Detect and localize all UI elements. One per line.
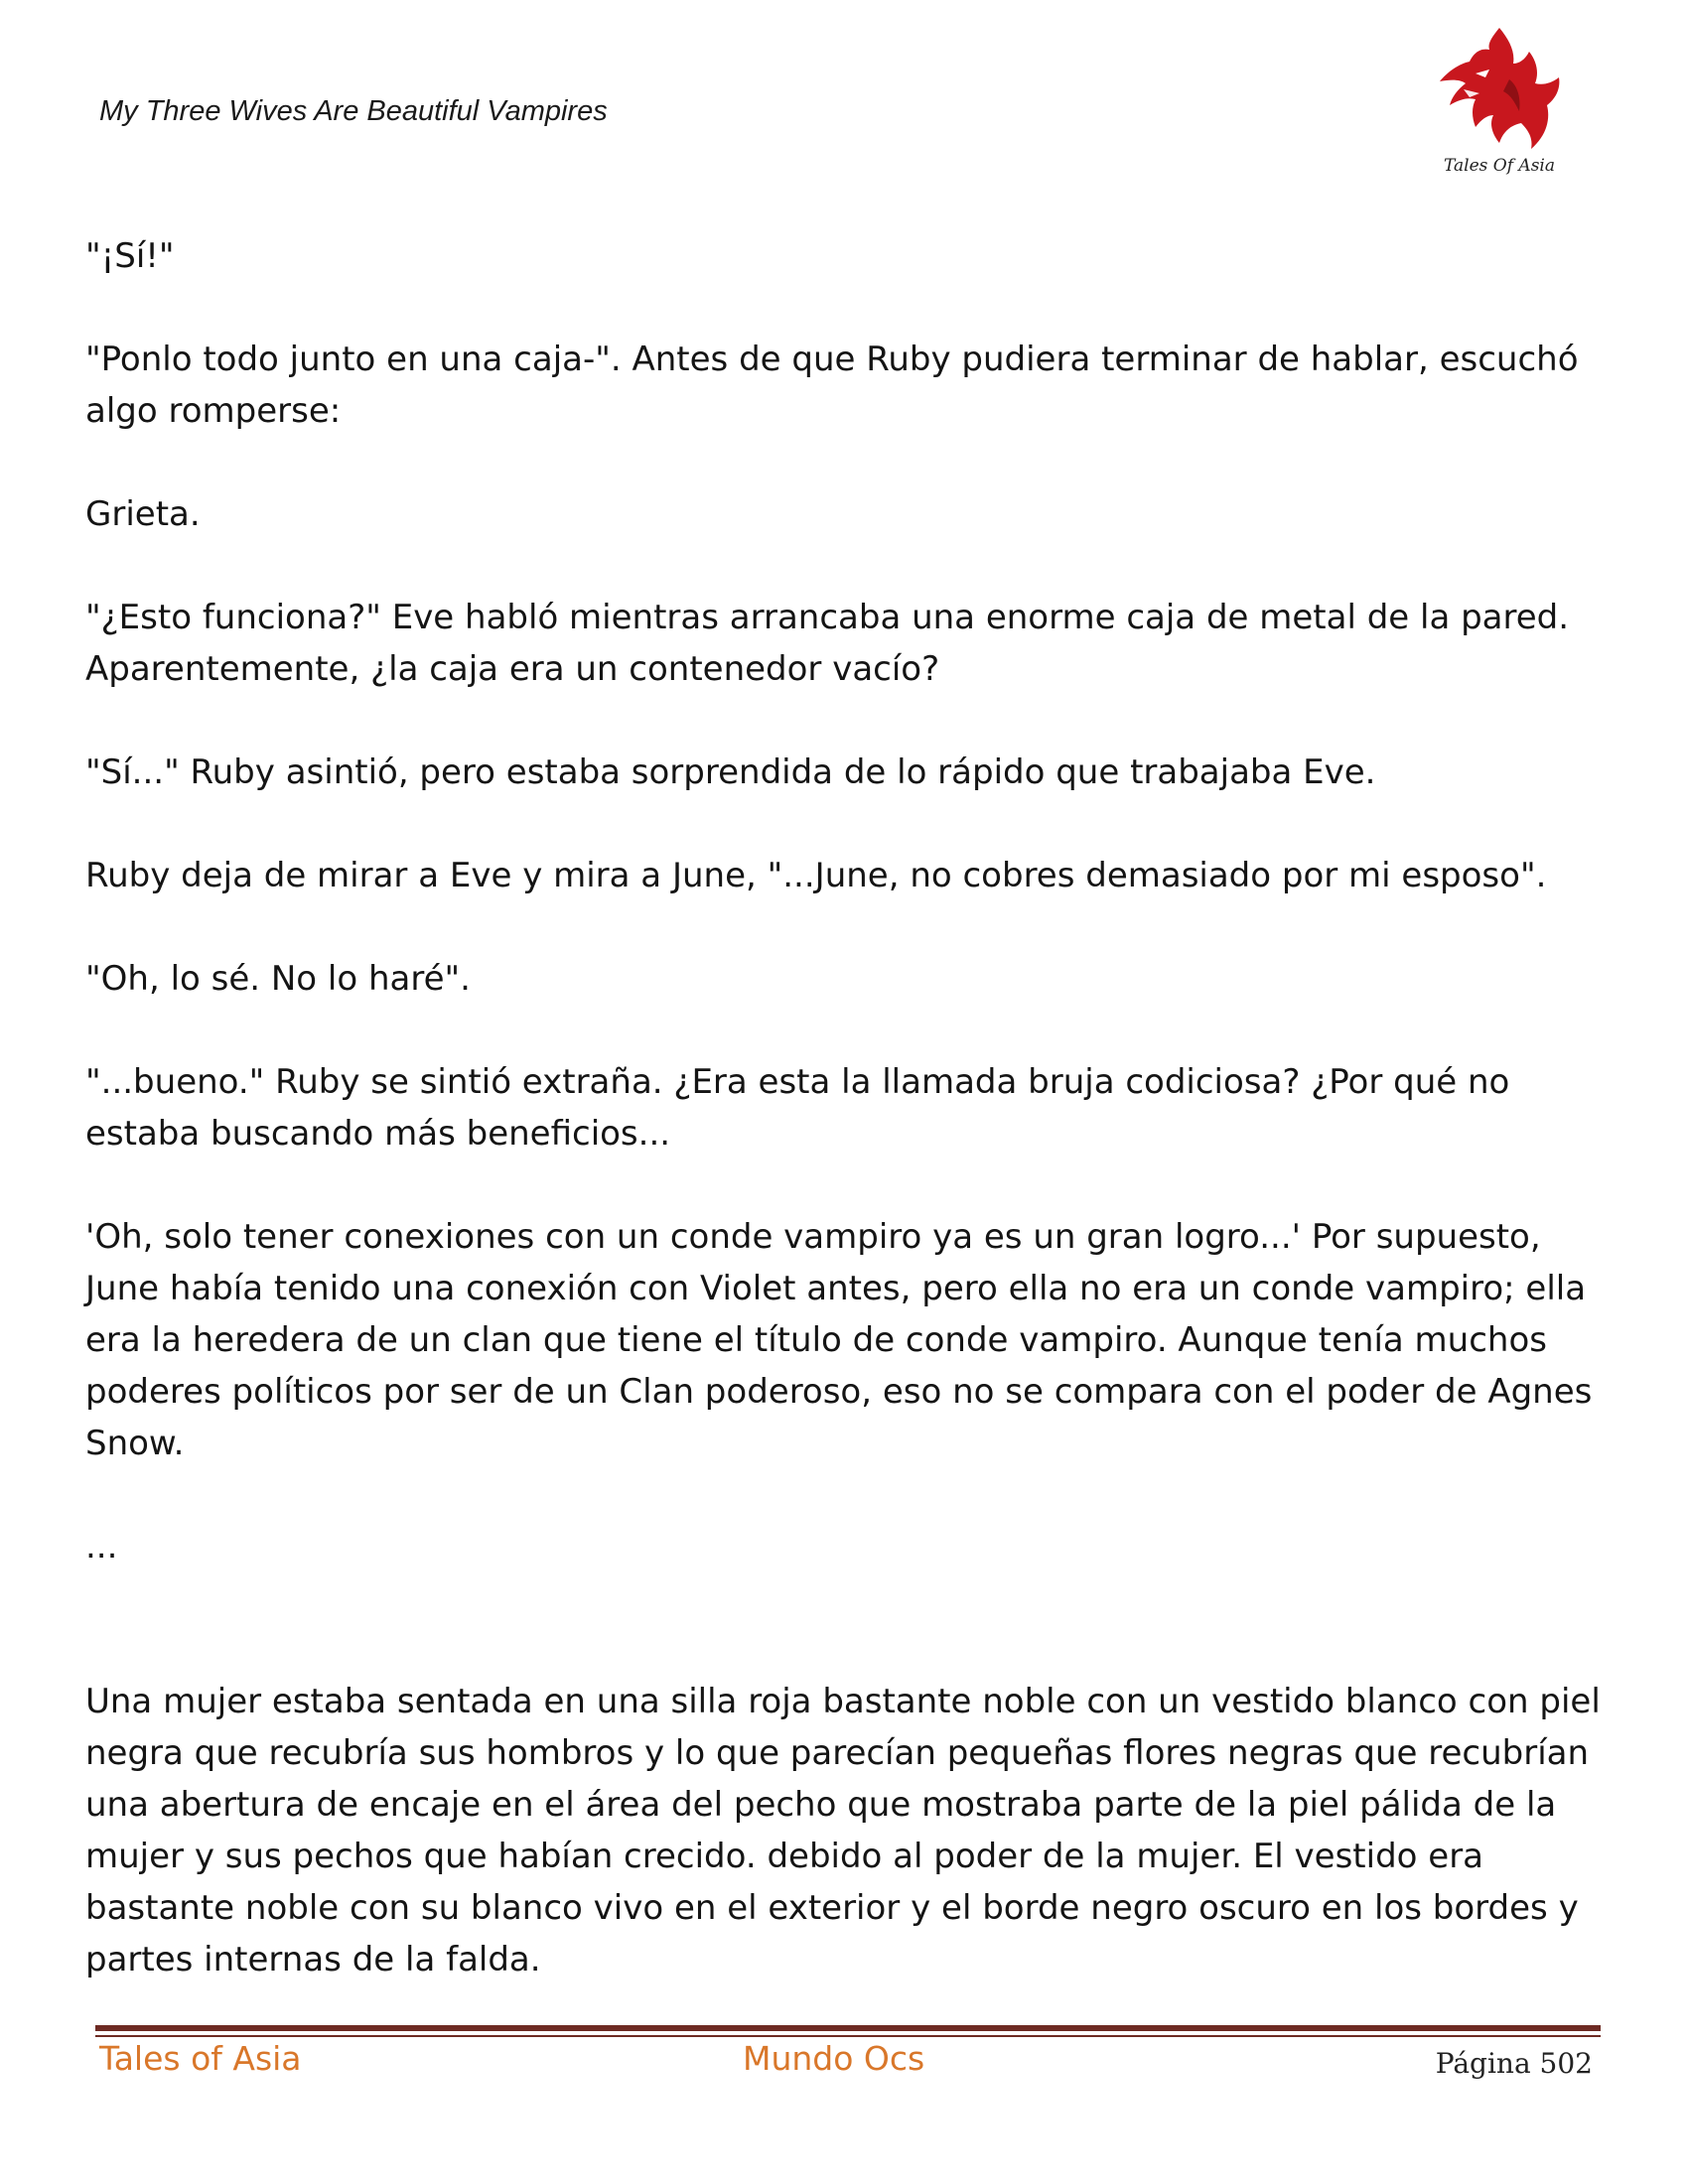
paragraph: "Sí..." Ruby asintió, pero estaba sorprendida de lo rápido que trabajaba Eve. (85, 752, 1376, 792)
paragraph: "...bueno." Ruby se sintió extraña. ¿Era esta la llamada bruja codiciosa? ¿Por qué no estaba buscando más beneficios... (85, 1062, 1510, 1154)
footer-divider (95, 2025, 1601, 2031)
paragraph: "¡Sí!" (85, 236, 175, 276)
logo-text: Tales Of Asia (1444, 156, 1555, 176)
document-body (85, 230, 1615, 2037)
page-number: Página 502 (1435, 2047, 1593, 2080)
paragraph: Grieta. (85, 494, 201, 534)
paragraph: Ruby deja de mirar a Eve y mira a June, "...June, no cobres demasiado por mi esposo". (85, 856, 1547, 895)
document-header-title: My Three Wives Are Beautiful Vampires (99, 95, 608, 127)
dragon-logo-icon (1430, 20, 1569, 184)
paragraph: "Ponlo todo junto en una caja-". Antes de que Ruby pudiera terminar de hablar, escuchó algo romperse: (85, 340, 1579, 431)
footer-publisher: Tales of Asia (99, 2039, 302, 2078)
footer-section: Mundo Ocs (743, 2039, 925, 2078)
paragraph: "¿Esto funciona?" Eve habló mientras arrancaba una enorme caja de metal de la pared. Aparentemente, ¿la caja era un contenedor vacío? (85, 598, 1570, 689)
paragraph: 'Oh, solo tener conexiones con un conde vampiro ya es un gran logro...' Por supuesto, June había tenido una conexión con Violet antes, pero ella no era un conde vampiro; ella era la heredera de un clan que tiene el título de conde vampiro. Aunque tenía muchos poderes políticos por ser de un Clan poderoso, eso no se compara con el poder de Agnes Snow. (85, 1217, 1593, 1463)
scene-break: ... (85, 1527, 118, 1567)
paragraph: Una mujer estaba sentada en una silla roja bastante noble con un vestido blanco con piel negra que recubría sus hombros y lo que parecían pequeñas flores negras que recubrían una abertura de encaje en el área del pecho que mostraba parte de la piel pálida de la mujer y sus pechos que habían crecido. debido al poder de la mujer. El vestido era bastante noble con su blanco vivo en el exterior y el borde negro oscuro en los bordes y partes internas de la falda. (85, 1682, 1601, 1979)
paragraph: "Oh, lo sé. No lo haré". (85, 959, 471, 999)
footer-divider-thin (95, 2035, 1601, 2037)
